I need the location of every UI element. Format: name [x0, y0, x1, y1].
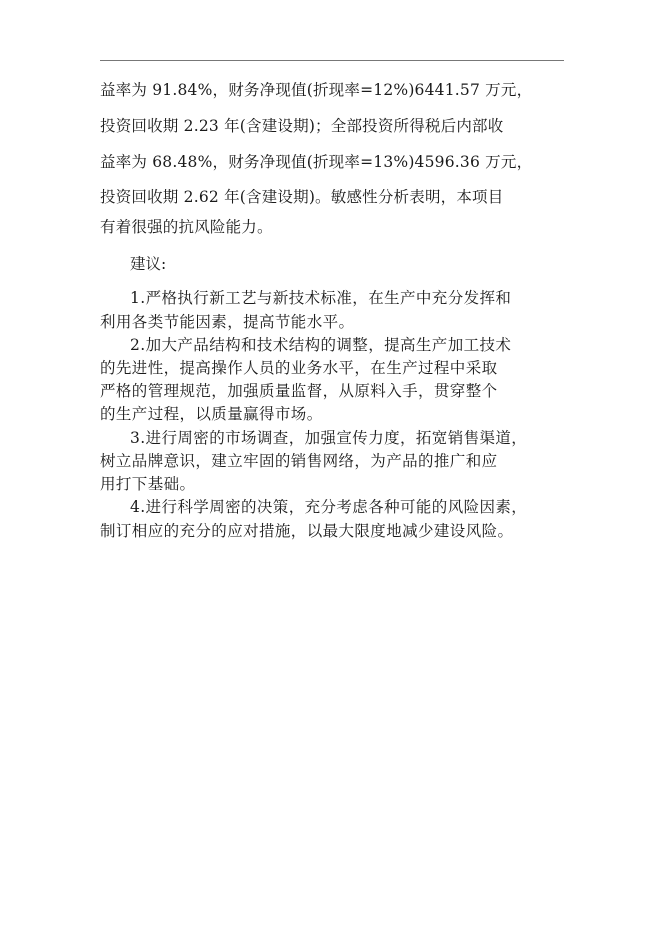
suggestion-3-line-3: 用打下基础。 [100, 475, 196, 493]
suggestion-3-line-1: 3.进行周密的市场调查，加强宣传力度，拓宽销售渠道， [130, 429, 528, 447]
suggestion-4-line-2: 制订相应的充分的应对措施，以最大限度地减少建设风险。 [100, 522, 514, 540]
suggestion-2-line-4: 的生产过程，以质量赢得市场。 [100, 405, 323, 423]
suggestion-1-line-2: 利用各类节能因素，提高节能水平。 [100, 313, 355, 331]
suggestion-2-line-2: 的先进性，提高操作人员的业务水平，在生产过程中采取 [100, 359, 498, 377]
summary-line-1: 益率为 91.84%，财务净现值(折现率=12%)6441.57 万元， [100, 81, 533, 99]
suggestion-2-line-1: 2.加大产品结构和技术结构的调整，提高生产加工技术 [130, 336, 512, 354]
suggestion-3-line-2: 树立品牌意识，建立牢固的销售网络，为产品的推广和应 [100, 452, 498, 470]
header-rule [100, 60, 564, 61]
summary-line-2: 投资回收期 2.23 年(含建设期)；全部投资所得税后内部收 [100, 117, 504, 135]
suggestion-2-line-3: 严格的管理规范，加强质量监督，从原料入手，贯穿整个 [100, 382, 498, 400]
summary-line-5: 有着很强的抗风险能力。 [100, 218, 273, 236]
summary-line-3: 益率为 68.48%，财务净现值(折现率=13%)4596.36 万元， [100, 153, 533, 171]
summary-line-4: 投资回收期 2.62 年(含建设期)。敏感性分析表明，本项目 [100, 188, 504, 206]
suggestion-4-line-1: 4.进行科学周密的决策，充分考虑各种可能的风险因素， [130, 498, 528, 516]
suggestions-heading: 建议: [130, 255, 167, 273]
suggestion-1-line-1: 1.严格执行新工艺与新技术标准，在生产中充分发挥和 [130, 289, 512, 307]
